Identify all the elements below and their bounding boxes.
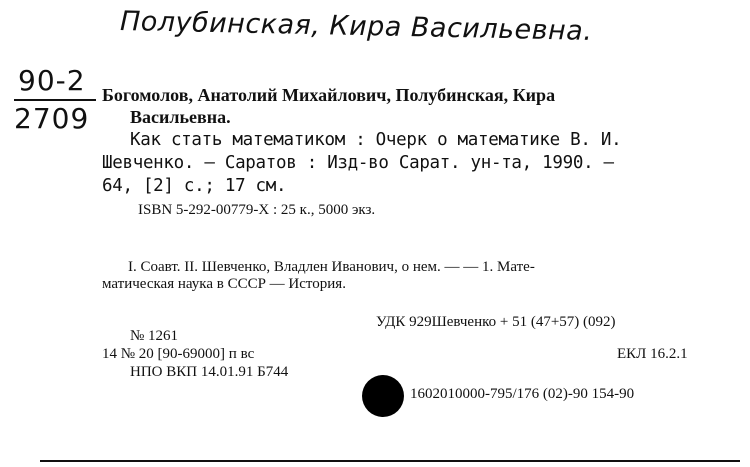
shelf-mark-divider [14,99,96,101]
handwritten-name: Полубинская, Кира Васильевна. [119,6,593,47]
print-line: 14 № 20 [90-69000] п вс [102,346,255,362]
npo-line: НПО ВКП 14.01.91 Б744 [130,364,289,380]
card-number: № 1261 [130,328,179,344]
author-line-2: Васильевна. [130,107,231,127]
subject-line-2: матическая наука в СССР — История. [102,276,346,292]
punch-hole [362,375,404,417]
ekl-line: ЕКЛ 16.2.1 [617,346,688,362]
shelf-mark-top: 90-2 [18,64,86,97]
author-line-1: Богомолов, Анатолий Михайлович, Полубинская, Кира [102,85,556,105]
isbn-line: ISBN 5-292-00779-X : 25 к., 5000 экз. [138,202,376,218]
title-line-2: Шевченко. — Саратов : Изд-во Сарат. ун-та, 1990. — [102,153,614,173]
code-line: 1602010000-795/176 (02)-90 154-90 [410,386,635,402]
card-bottom-edge [40,460,740,462]
udk-line: УДК 929Шевченко + 51 (47+57) (092) [376,314,616,330]
title-line-3: 64, [2] с.; 17 см. [102,176,287,196]
title-line-1: Как стать математиком : Очерк о математике В. И. [130,130,622,150]
subject-line-1: I. Соавт. II. Шевченко, Владлен Иванович, о нем. — — 1. Мате- [128,259,535,275]
shelf-mark-bottom: 2709 [14,102,90,135]
